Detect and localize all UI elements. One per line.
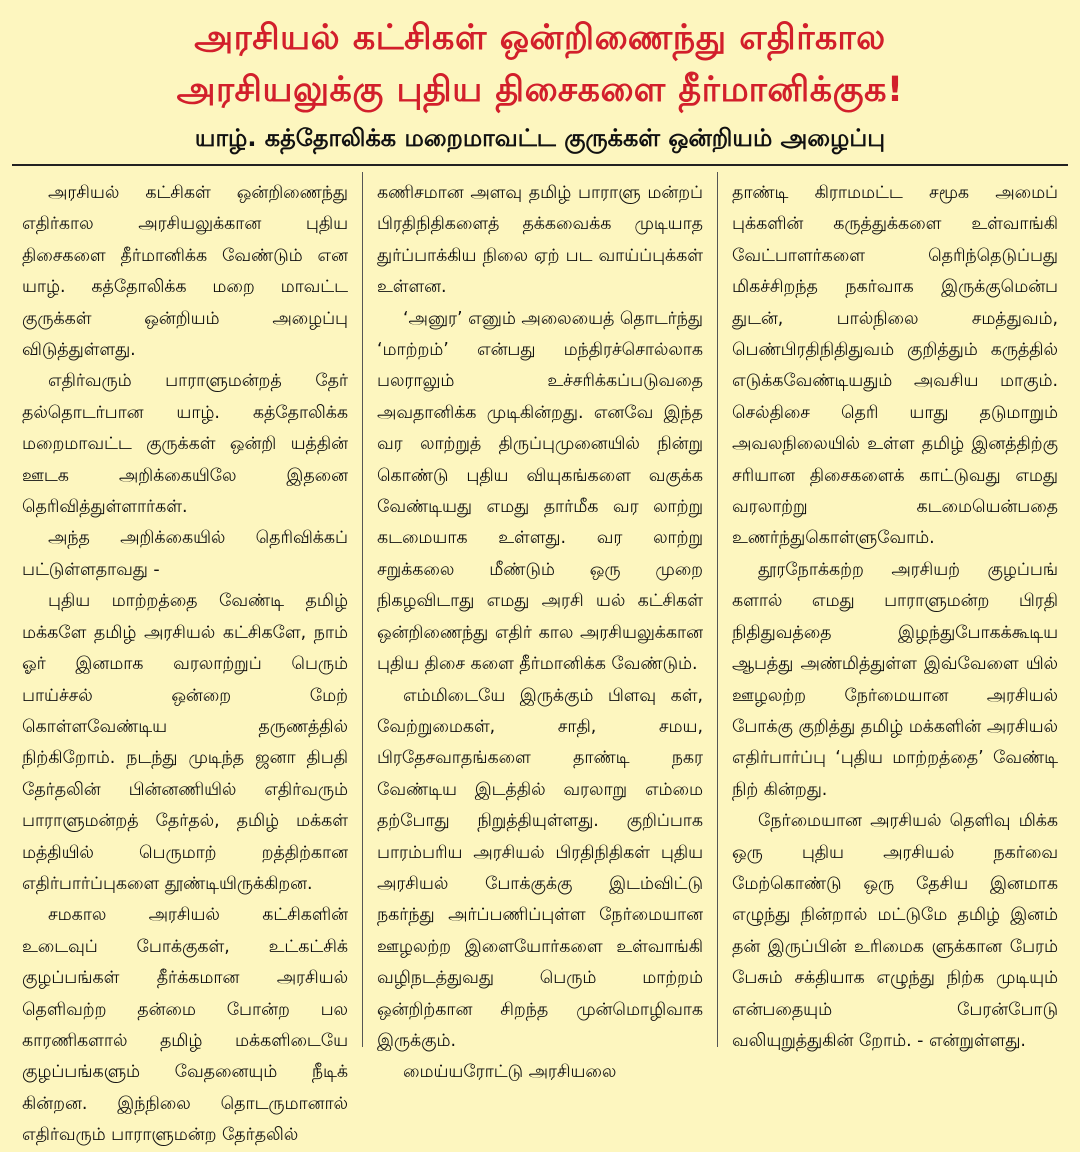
column-1 [8,172,362,1146]
headline-line-2: அரசியலுக்கு புதிய திசைகளை தீர்மானிக்குக! [176,70,904,110]
paragraph: தூரநோக்கற்ற அரசியற் குழப்பங் களால் எமது பாராளுமன்ற பிரதி நிதிதுவத்தை இழந்துபோகக்கூடிய ஆபத்து அண்மித்துள்ள இவ்வேளை யில் ஊழலற்ற நேர்மையான அரசியல் போக்கு குறித்து தமிழ் மக்களின் அரசியல் எதிர்பார்ப்பு ‘புதிய மாற்றத்தை’ வேண்டி நிற் கின்றது. [732,559,1058,800]
paragraph: புதிய மாற்றத்தை வேண்டி தமிழ் மக்களே தமிழ் அரசியல் கட்சிகளே, நாம் ஓர் இனமாக வரலாற்றுப் பெரும் பாய்ச்சல் ஒன்றை மேற் கொள்ளவேண்டிய தருணத்தில் நிற்கிறோம். நடந்து முடிந்த ஜனா திபதி தேர்தலின் பின்னணியில் எதிர்வரும் பாராளுமன்றத் தேர்தல், தமிழ் மக்கள் மத்தியில் பெருமாற் றத்திற்கான எதிர்பார்ப்புகளை தூண்டியிருக்கிறன. [22,591,348,894]
paragraph: கணிசமான அளவு தமிழ் பாராளு மன்றப் பிரதிநிதிகளைத் தக்கவைக்க முடியாத துர்ப்பாக்கிய நிலை ஏற் பட வாய்ப்புக்கள் உள்ளன. [377,183,703,298]
paragraph: நேர்மையான அரசியல் தெளிவு மிக்க ஒரு புதிய அரசியல் நகர்வை மேற்கொண்டு ஒரு தேசிய இனமாக எழுந்து நின்றால் மட்டுமே தமிழ் இனம் தன் இருப்பின் உரிமைக ளுக்கான பேரம் பேசும் சக்தியாக எழுந்து நிற்க முடியும் என்பதையும் பேரன்போடு வலியுறுத்துகின் றோம். - என்றுள்ளது. [732,811,1058,1051]
paragraph: அரசியல் கட்சிகள் ஒன்றிணைந்து எதிர்கால அரசியலுக்கான புதிய திசைகளை தீர்மானிக்க வேண்டும் என யாழ். கத்தோலிக்க மறை மாவட்ட குருக்கள் ஒன்றியம் அழைப்பு விடுத்துள்ளது. [22,183,348,361]
paragraph: ‘அனுர’ எனும் அலையைத் தொடர்ந்து ‘மாற்றம்’ என்பது மந்திரச்சொல்லாக பலராலும் உச்சரிக்கப்படுவதை அவதானிக்க முடிகின்றது. எனவே இந்த வர லாற்றுத் திருப்புமுனையில் நின்று கொண்டு புதிய வியுகங்களை வகுக்க வேண்டியது எமது தார்மீக வர லாற்று கடமையாக உள்ளது. வர லாற்று சறுக்கலை மீண்டும் ஒரு முறை நிகழவிடாது எமது அரசி யல் கட்சிகள் ஒன்றிணைந்து எதிர் கால அரசியலுக்கான புதிய திசை களை தீர்மானிக்க வேண்டும். [377,308,703,675]
paragraph: எம்மிடையே இருக்கும் பிளவு கள், வேற்றுமைகள், சாதி, சமய, பிரதேசவாதங்களை தாண்டி நகர வேண்டிய இடத்தில் வரலாறு எம்மை தற்போது நிறுத்தியுள்ளது. குறிப்பாக பாரம்பரிய அரசியல் பிரதிநிதிகள் புதிய அரசியல் போக்குக்கு இடம்விட்டு நகர்ந்து அர்ப்பணிப்புள்ள நேர்மையான ஊழலற்ற இளையோர்களை உள்வாங்கி வழிநடத்துவது பெரும் மாற்றம் ஒன்றிற்கான சிறந்த முன்மொழிவாக இருக்கும். [377,685,703,1051]
header-divider [12,164,1068,166]
paragraph: மைய்யரோட்டு அரசியலை [403,1062,617,1083]
headline-line-1: அரசியல் கட்சிகள் ஒன்றிணைந்து எதிர்கால [194,18,886,58]
article-body [8,172,1072,1146]
paragraph: அந்த அறிக்கையில் தெரிவிக்கப் பட்டுள்ளதாவது - [22,528,348,580]
subheadline: யாழ். கத்தோலிக்க மறைமாவட்ட குருக்கள் ஒன்றியம் அழைப்பு [194,124,886,152]
paragraph: சமகால அரசியல் கட்சிகளின் உடைவுப் போக்குகள், உட்கட்சிக் குழப்பங்கள் தீர்க்கமான அரசியல் தெளிவற்ற தன்மை போன்ற பல காரணிகளால் தமிழ் மக்களிடையே குழப்பங்களும் வேதனையும் நீடிக் கின்றன. இந்நிலை தொடருமானால் எதிர்வரும் பாராளுமன்ற தேர்தலில் [22,905,348,1146]
column-3 [717,172,1072,1051]
column-2 [362,172,717,1083]
paragraph: எதிர்வரும் பாராளுமன்றத் தேர் தல்தொடர்பான யாழ். கத்தோலிக்க மறைமாவட்ட குருக்கள் ஒன்றி யத்தின் ஊடக அறிக்கையிலே இதனை தெரிவித்துள்ளார்கள். [22,371,348,518]
paragraph: தாண்டி கிராமமட்ட சமூக அமைப் புக்களின் கருத்துக்களை உள்வாங்கி வேட்பாளர்களை தெரிந்தெடுப்பது மிகச்சிறந்த நகர்வாக இருக்குமென்ப துடன், பால்நிலை சமத்துவம், பெண்பிரதிநிதிதுவம் குறித்தும் கருத்தில் எடுக்கவேண்டியதும் அவசிய மாகும். செல்திசை தெரி யாது தடுமாறும் அவலநிலையில் உள்ள தமிழ் இனத்திற்கு சரியான திசைகளைக் காட்டுவது எமது வரலாற்று கடமையென்பதை உணர்ந்துகொள்ளுவோம். [732,183,1058,549]
